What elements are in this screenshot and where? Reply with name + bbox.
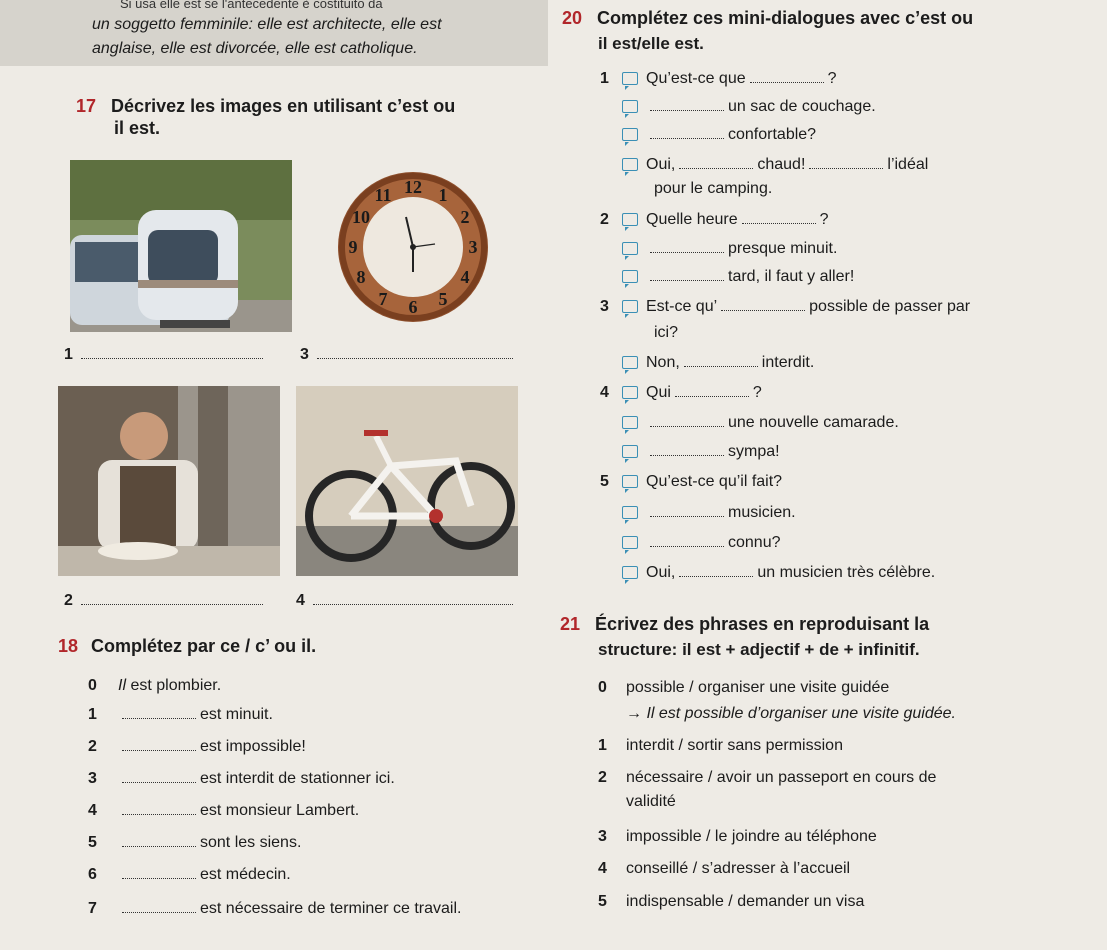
ex18-heading xyxy=(58,636,316,657)
speech-icon xyxy=(622,386,638,399)
ex17-label-row1 xyxy=(64,346,267,364)
ex17-label-2: 2 xyxy=(64,592,73,609)
answer-line[interactable] xyxy=(679,156,753,169)
answer-line[interactable] xyxy=(650,268,724,281)
speech-icon xyxy=(622,536,638,549)
ex21-title-2: structure: il est + adjectif + de + infinitif. xyxy=(598,640,920,659)
ex21-item-3: 3 impossible / le joindre au téléphone xyxy=(598,828,877,845)
clock-numeral: 2 xyxy=(460,207,470,227)
dialogue-1-line-2: un sac de couchage. xyxy=(622,98,876,116)
note-line-1: un soggetto femminile: elle est architecte, elle est xyxy=(92,16,442,33)
ex17-title-2: il est. xyxy=(114,118,161,138)
dialogue-1-line-4: Oui, chaud! l’idéal xyxy=(622,156,928,174)
speech-icon xyxy=(622,445,638,458)
ex17-label-row1b xyxy=(300,346,517,364)
dialogue-5-line-1: 5 Qu’est-ce qu’il fait? xyxy=(600,473,783,490)
bicycle-photo xyxy=(296,386,518,576)
dialogue-2-line-2: presque minuit. xyxy=(622,240,837,258)
ex18-item-0: 0 Il est plombier. xyxy=(88,677,222,694)
ex21-item-0: 0 possible / organiser une visite guidée xyxy=(598,679,890,696)
ex18-item-3: 3 est interdit de stationner ici. xyxy=(88,770,395,787)
speech-icon xyxy=(622,506,638,519)
dialogue-4-line-1: 4 Qui ? xyxy=(600,384,762,401)
dialogue-1-line-1: 1 Qu’est-ce que ? xyxy=(600,70,837,87)
speech-icon xyxy=(622,100,638,113)
answer-line[interactable] xyxy=(122,706,196,719)
dialogue-3-line-2: ici? xyxy=(654,324,679,341)
ex21-number: 21 xyxy=(560,614,581,634)
answer-line[interactable] xyxy=(650,534,724,547)
answer-line[interactable] xyxy=(809,156,883,169)
clock-numeral: 3 xyxy=(468,237,478,257)
dialogue-2-line-3: tard, il faut y aller! xyxy=(622,268,854,286)
ex18-item-2: 2 est impossible! xyxy=(88,738,306,755)
ex17-label-row2 xyxy=(64,592,267,610)
ex21-item-2: 2 nécessaire / avoir un passeport en cours de xyxy=(598,769,937,786)
ex21-item-5: 5 indispensable / demander un visa xyxy=(598,893,865,910)
answer-line[interactable] xyxy=(122,834,196,847)
ex17-title-1: Décrivez les images en utilisant c’est ou xyxy=(111,96,456,116)
dialogue-4-line-2: une nouvelle camarade. xyxy=(622,414,899,432)
speech-icon xyxy=(622,72,638,85)
ex17-heading xyxy=(76,96,455,117)
answer-line[interactable] xyxy=(650,443,724,456)
ex18-item-5: 5 sont les siens. xyxy=(88,834,302,851)
clock-numeral: 8 xyxy=(356,267,366,287)
ex21-item-1: 1 interdit / sortir sans permission xyxy=(598,737,843,754)
answer-line[interactable] xyxy=(122,900,196,913)
answer-line[interactable] xyxy=(317,346,513,359)
answer-line[interactable] xyxy=(122,866,196,879)
tram-photo xyxy=(70,160,292,332)
ex18-item-4: 4 est monsieur Lambert. xyxy=(88,802,360,819)
speech-icon xyxy=(622,475,638,488)
dialogue-5-line-3: connu? xyxy=(622,534,781,552)
clock-numeral: 10 xyxy=(352,207,371,227)
answer-line[interactable] xyxy=(721,298,805,311)
dialogue-3-line-3: Non, interdit. xyxy=(622,354,814,372)
dialogue-3-line-1: 3 Est-ce qu’ possible de passer par xyxy=(600,298,971,315)
speech-icon xyxy=(622,128,638,141)
baker-photo xyxy=(58,386,280,576)
ex21-item-4: 4 conseillé / s’adresser à l’accueil xyxy=(598,860,851,877)
note-line-2: anglaise, elle est divorcée, elle est catholique. xyxy=(92,40,418,57)
ex21-example-answer: → Il est possible d’organiser une visite guidée. xyxy=(626,705,956,722)
clock-numeral: 9 xyxy=(348,237,358,257)
note-line-0: Si usa elle est se l'antecedente è costituito da xyxy=(120,0,383,11)
speech-icon xyxy=(622,158,638,171)
clock-photo xyxy=(338,172,488,322)
ex18-title: Complétez par ce / c’ ou il. xyxy=(91,636,317,656)
speech-icon xyxy=(622,242,638,255)
speech-icon xyxy=(622,213,638,226)
answer-line[interactable] xyxy=(650,504,724,517)
speech-icon xyxy=(622,566,638,579)
answer-line[interactable] xyxy=(750,70,824,83)
dialogue-5-line-4: Oui, un musicien très célèbre. xyxy=(622,564,935,582)
answer-line[interactable] xyxy=(122,738,196,751)
answer-line[interactable] xyxy=(684,354,758,367)
answer-line[interactable] xyxy=(313,592,513,605)
dialogue-5-line-2: musicien. xyxy=(622,504,796,522)
clock-numeral: 12 xyxy=(404,177,422,197)
ex20-title-2: il est/elle est. xyxy=(598,34,704,53)
clock-numeral: 6 xyxy=(408,297,418,317)
ex17-label-3: 3 xyxy=(300,346,309,363)
dialogue-1-line-5: pour le camping. xyxy=(654,180,773,197)
clock-numeral: 1 xyxy=(438,185,448,206)
ex17-label-1: 1 xyxy=(64,346,73,363)
ex17-number: 17 xyxy=(76,96,97,116)
ex20-number: 20 xyxy=(562,8,583,28)
answer-line[interactable] xyxy=(679,564,753,577)
ex18-item-6: 6 est médecin. xyxy=(88,866,291,883)
dialogue-4-line-3: sympa! xyxy=(622,443,780,461)
clock-numeral: 5 xyxy=(438,288,448,309)
ex18-item-7: 7 est nécessaire de terminer ce travail. xyxy=(88,900,462,917)
answer-line[interactable] xyxy=(650,240,724,253)
ex18-item-1: 1 est minuit. xyxy=(88,706,273,723)
clock-numeral: 7 xyxy=(378,288,388,309)
speech-icon xyxy=(622,416,638,429)
ex20-heading xyxy=(562,8,973,29)
ex21-title-1: Écrivez des phrases en reproduisant la xyxy=(595,614,930,634)
ex21-heading xyxy=(560,614,929,635)
ex20-title-1: Complétez ces mini-dialogues avec c’est ou xyxy=(597,8,974,28)
answer-line[interactable] xyxy=(742,211,816,224)
clock-numeral: 4 xyxy=(460,267,470,287)
answer-line[interactable] xyxy=(650,414,724,427)
answer-line[interactable] xyxy=(122,770,196,783)
answer-line[interactable] xyxy=(81,592,263,605)
clock-numeral: 11 xyxy=(374,185,392,206)
speech-icon xyxy=(622,300,638,313)
dialogue-2-line-1: 2 Quelle heure ? xyxy=(600,211,829,228)
ex18-number: 18 xyxy=(58,636,79,656)
speech-icon xyxy=(622,270,638,283)
answer-line[interactable] xyxy=(81,346,263,359)
speech-icon xyxy=(622,356,638,369)
answer-line[interactable] xyxy=(122,802,196,815)
dialogue-1-line-3: confortable? xyxy=(622,126,816,144)
answer-line[interactable] xyxy=(650,98,724,111)
ex21-item-2-cont: validité xyxy=(626,793,676,810)
answer-line[interactable] xyxy=(650,126,724,139)
ex17-label-row2b xyxy=(296,592,517,610)
ex17-label-4: 4 xyxy=(296,592,305,609)
answer-line[interactable] xyxy=(675,384,749,397)
